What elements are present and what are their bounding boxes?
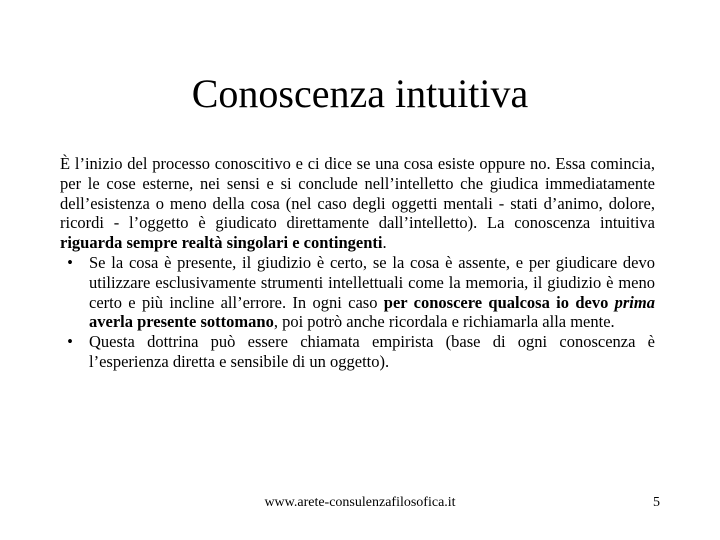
- bullet-marker: •: [67, 252, 73, 272]
- bullet-text: Se la cosa è presente, il giudizio è certo, se la cosa è assente, e per giudicare devo utilizzare esclusivamente strumenti intellettuali come la memoria, il giudizio è meno certo e più incline all’errore. In ogni caso: [89, 252, 655, 312]
- bullet-bold-text-2: averla presente sottomano: [89, 312, 274, 332]
- slide-body: [60, 154, 655, 372]
- intro-end: .: [382, 233, 387, 253]
- bullet-marker: •: [67, 332, 73, 352]
- bullet-bold-italic-text: [615, 293, 655, 312]
- bullet-emphasis: prima: [614, 292, 655, 312]
- footer-url: www.arete-consulenzafilosofica.it: [264, 495, 456, 510]
- slide-title: Conoscenza intuitiva: [191, 71, 529, 116]
- bullet-text-2: , poi potrò anche ricordala e richiamarla alla mente.: [273, 312, 615, 332]
- intro-bold-text: riguarda sempre realtà singolari e contingenti: [60, 233, 383, 253]
- intro-text: È l’inizio del processo conoscitivo e ci dice se una cosa esiste oppure no. Essa comincia, per le cose esterne, nei sensi e si conclude nell’intelletto che giudica immediatamente dell’esistenza o meno della cosa (nel caso degli oggetti mentali - stati d’animo, dolore, ricordi - l’oggetto è giudicato direttamente dall’intelletto). La conoscenza intuitiva: [60, 154, 655, 233]
- bullet-item-1: [60, 253, 655, 332]
- bullet-text: Questa dottrina può essere chiamata empirista (base di ogni conoscenza è l’esperienza diretta e sensibile di un oggetto).: [89, 332, 655, 371]
- intro-paragraph: [60, 154, 655, 253]
- page-number: 5: [653, 495, 660, 510]
- bullet-bold-text: per conoscere qualcosa io devo: [383, 292, 615, 312]
- bullet-item-2: [60, 332, 655, 372]
